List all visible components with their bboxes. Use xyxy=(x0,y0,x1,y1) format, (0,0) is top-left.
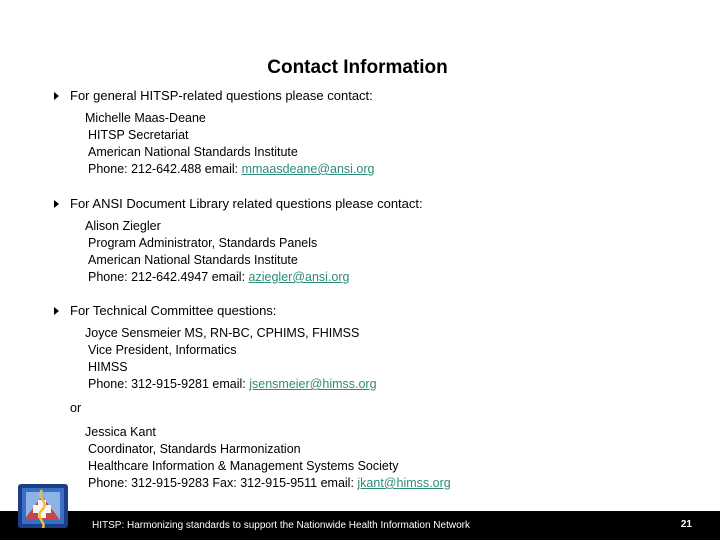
bullet-arrow-icon xyxy=(54,92,59,100)
contact-line: American National Standards Institute xyxy=(88,253,298,267)
contact-block-extra xyxy=(85,424,451,492)
footer-text: HITSP: Harmonizing standards to support the Nationwide Health Information Network xyxy=(92,520,470,531)
bullet-arrow-icon xyxy=(54,307,59,315)
bullet-text: For general HITSP-related questions please contact: xyxy=(70,88,373,103)
page-number: 21 xyxy=(680,519,692,530)
email-link[interactable]: jkant@himss.org xyxy=(357,476,451,490)
bullet-arrow-icon xyxy=(54,200,59,208)
contact-line: American National Standards Institute xyxy=(88,145,298,159)
contact-name: Joyce Sensmeier MS, RN-BC, CPHIMS, FHIMSS xyxy=(85,326,360,340)
or-separator: or xyxy=(70,401,82,415)
footer-bar xyxy=(0,511,720,540)
contact-line: HIMSS xyxy=(88,360,128,374)
contact-name: Jessica Kant xyxy=(85,425,156,439)
contact-phone: Phone: 312-915-9281 email: xyxy=(88,377,250,391)
contact-line: Coordinator, Standards Harmonization xyxy=(88,442,301,456)
page-title: Contact Information xyxy=(267,57,448,78)
contact-line: Healthcare Information & Management Systems Society xyxy=(88,459,399,473)
contact-phone: Phone: 212-642.4947 email: xyxy=(88,270,249,284)
contact-block-ansi xyxy=(85,218,349,286)
email-link[interactable]: jsensmeier@himss.org xyxy=(249,377,377,391)
contact-line: Vice President, Informatics xyxy=(88,343,237,357)
hitsp-logo-icon xyxy=(16,476,80,536)
contact-block-technical xyxy=(85,325,377,393)
contact-phone: Phone: 312-915-9283 Fax: 312-915-9511 email: xyxy=(88,476,358,490)
email-link[interactable]: aziegler@ansi.org xyxy=(248,270,350,284)
contact-line: Program Administrator, Standards Panels xyxy=(88,236,318,250)
contact-block-general xyxy=(85,110,375,178)
contact-name: Alison Ziegler xyxy=(85,219,161,233)
contact-name: Michelle Maas-Deane xyxy=(85,111,206,125)
contact-line: HITSP Secretariat xyxy=(88,128,189,142)
email-link[interactable]: mmaasdeane@ansi.org xyxy=(241,162,375,176)
contact-phone: Phone: 212-642.488 email: xyxy=(88,162,242,176)
bullet-text: For Technical Committee questions: xyxy=(70,303,277,318)
bullet-text: For ANSI Document Library related questions please contact: xyxy=(70,196,423,211)
